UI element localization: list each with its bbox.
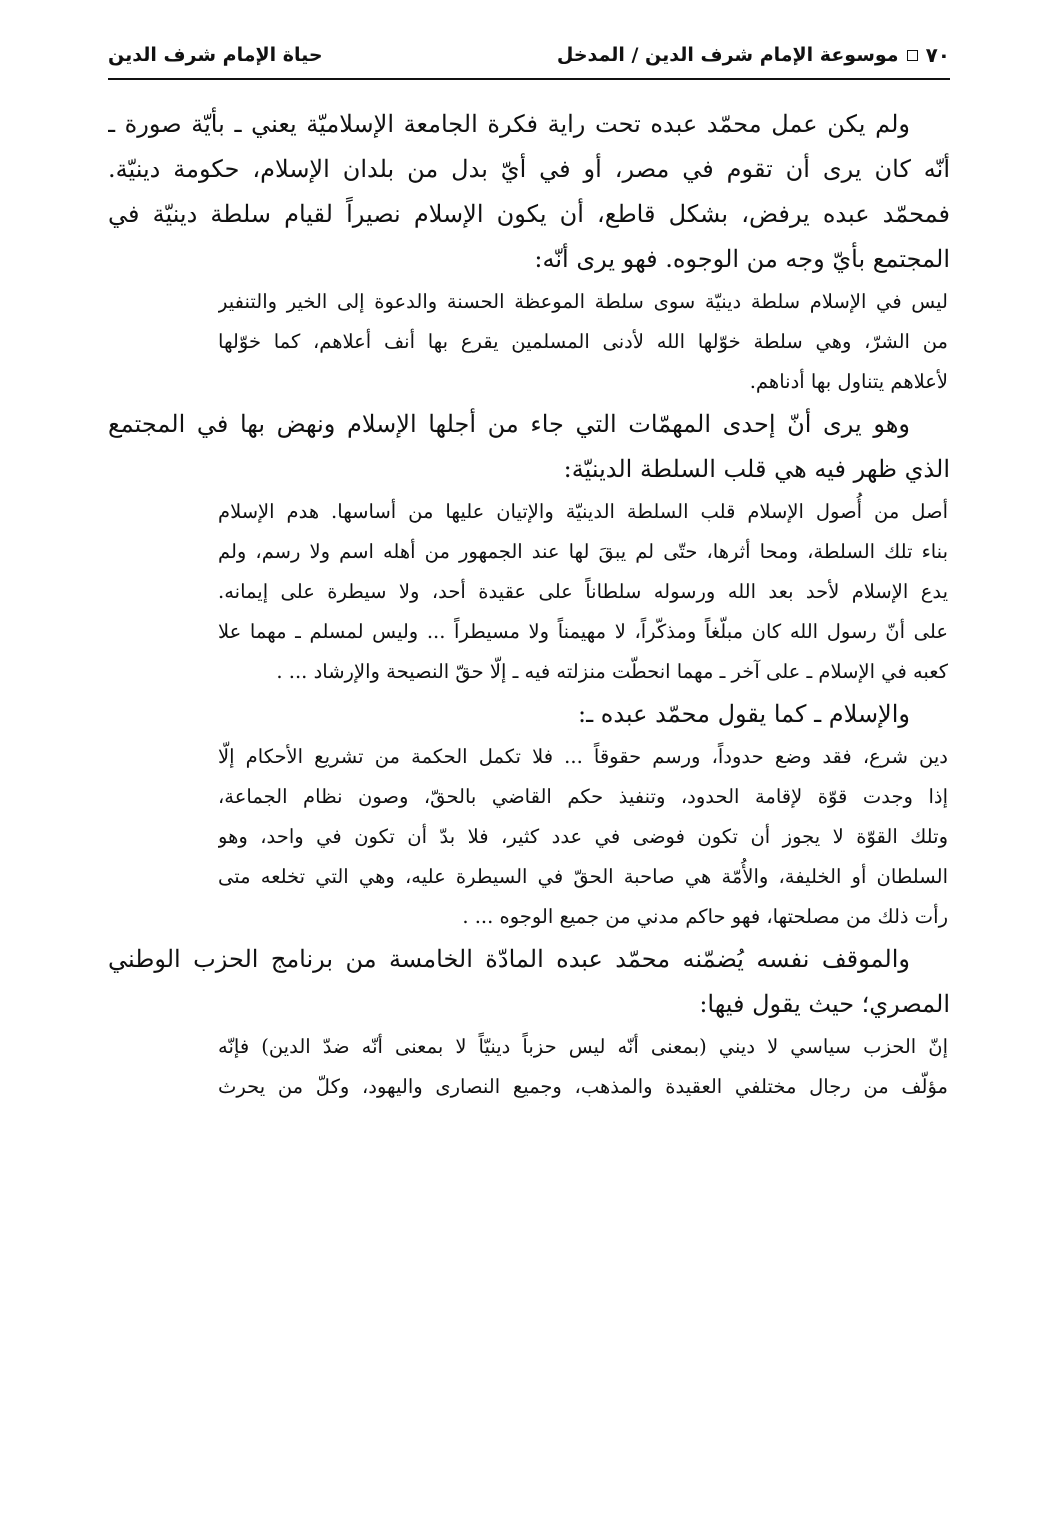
quote-line: على أنّ رسول الله كان مبلّغاً ومذكّراً، لا مهيمناً ولا مسيطراً ... وليس لمسلم ـ مهما علا (218, 620, 948, 643)
section-title: حياة الإمام شرف الدين (108, 44, 323, 66)
header-divider (108, 78, 950, 80)
paragraph-3 (108, 692, 950, 737)
quote-line: السلطان أو الخليفة، والأُمّة هي صاحبة الحقّ في السيطرة عليه، وهي التي تخلعه متى (218, 865, 948, 888)
text-line: والإسلام ـ كما يقول محمّد عبده ـ: (578, 700, 910, 728)
quote-2 (108, 492, 950, 692)
quote-line: رأت ذلك من مصلحتها، فهو حاكم مدني من جميع الوجوه ... . (462, 905, 948, 928)
paragraph-4 (108, 937, 950, 1027)
text-line: المجتمع بأيّ وجه من الوجوه. فهو يرى أنّه: (534, 245, 950, 273)
quote-line: لأعلاهم يتناول بها أدناهم. (749, 370, 948, 393)
quote-line: دين شرع، فقد وضع حدوداً، ورسم حقوقاً ... فلا تكمل الحكمة من تشريع الأحكام إلّا (218, 745, 948, 768)
quote-line: إنّ الحزب سياسي لا ديني (بمعنى أنّه ليس حزباً دينيّاً لا بمعنى أنّه ضدّ الدين) فإنّه (218, 1035, 948, 1058)
running-header (108, 38, 950, 72)
paragraph-1 (108, 102, 950, 282)
quote-line: ليس في الإسلام سلطة دينيّة سوى سلطة الموعظة الحسنة والدعوة إلى الخير والتنفير (218, 290, 948, 313)
square-icon (907, 50, 918, 61)
text-line: ولم يكن عمل محمّد عبده تحت راية فكرة الجامعة الإسلاميّة يعني ـ بأيّة صورة ـ (108, 110, 910, 138)
quote-1 (108, 282, 950, 402)
header-right-group (557, 43, 950, 67)
quote-line: مؤلّف من رجال مختلفي العقيدة والمذهب، وجميع النصارى واليهود، وكلّ من يحرث (218, 1075, 948, 1098)
quote-line: أصل من أُصول الإسلام قلب السلطة الدينيّة والإتيان عليها من أساسها. هدم الإسلام (218, 500, 948, 523)
text-line: المصري؛ حيث يقول فيها: (699, 990, 950, 1018)
quote-4 (108, 1027, 950, 1107)
paragraph-2 (108, 402, 950, 492)
quote-line: كعبه في الإسلام ـ على آخر ـ مهما انحطّت منزلته فيه ـ إلّا حقّ النصيحة والإرشاد ... . (276, 660, 948, 683)
text-line: الذي ظهر فيه هي قلب السلطة الدينيّة: (563, 455, 950, 483)
quote-line: يدع الإسلام لأحد بعد الله ورسوله سلطاناً على عقيدة أحد، ولا سيطرة على إيمانه. (218, 580, 948, 603)
page-number: ٧٠ (925, 43, 950, 67)
text-line: فمحمّد عبده يرفض، بشكل قاطع، أن يكون الإسلام نصيراً لقيام سلطة دينيّة في (108, 200, 950, 228)
book-title: موسوعة الإمام شرف الدين / المدخل (556, 44, 899, 66)
text-line: أنّه كان يرى أن تقوم في مصر، أو في أيّ بدل من بلدان الإسلام، حكومة دينيّة. (108, 155, 950, 183)
quote-line: إذا وجدت قوّة لإقامة الحدود، وتنفيذ حكم القاضي بالحقّ، وصون نظام الجماعة، (218, 785, 948, 808)
text-line: والموقف نفسه يُضمّنه محمّد عبده المادّة الخامسة من برنامج الحزب الوطني (108, 945, 910, 973)
text-line: وهو يرى أنّ إحدى المهمّات التي جاء من أجلها الإسلام ونهض بها في المجتمع (108, 410, 910, 438)
page-body (108, 102, 950, 1107)
quote-line: من الشرّ، وهي سلطة خوّلها الله لأدنى المسلمين يقرع بها أنف أعلاهم، كما خوّلها (218, 330, 948, 353)
quote-line: وتلك القوّة لا يجوز أن تكون فوضى في عدد كثير، فلا بدّ أن تكون في واحد، وهو (218, 825, 948, 848)
quote-3 (108, 737, 950, 937)
quote-line: بناء تلك السلطة، ومحا أثرها، حتّى لم يبقَ لها عند الجمهور من أهله اسم ولا رسم، ولم (218, 540, 948, 563)
